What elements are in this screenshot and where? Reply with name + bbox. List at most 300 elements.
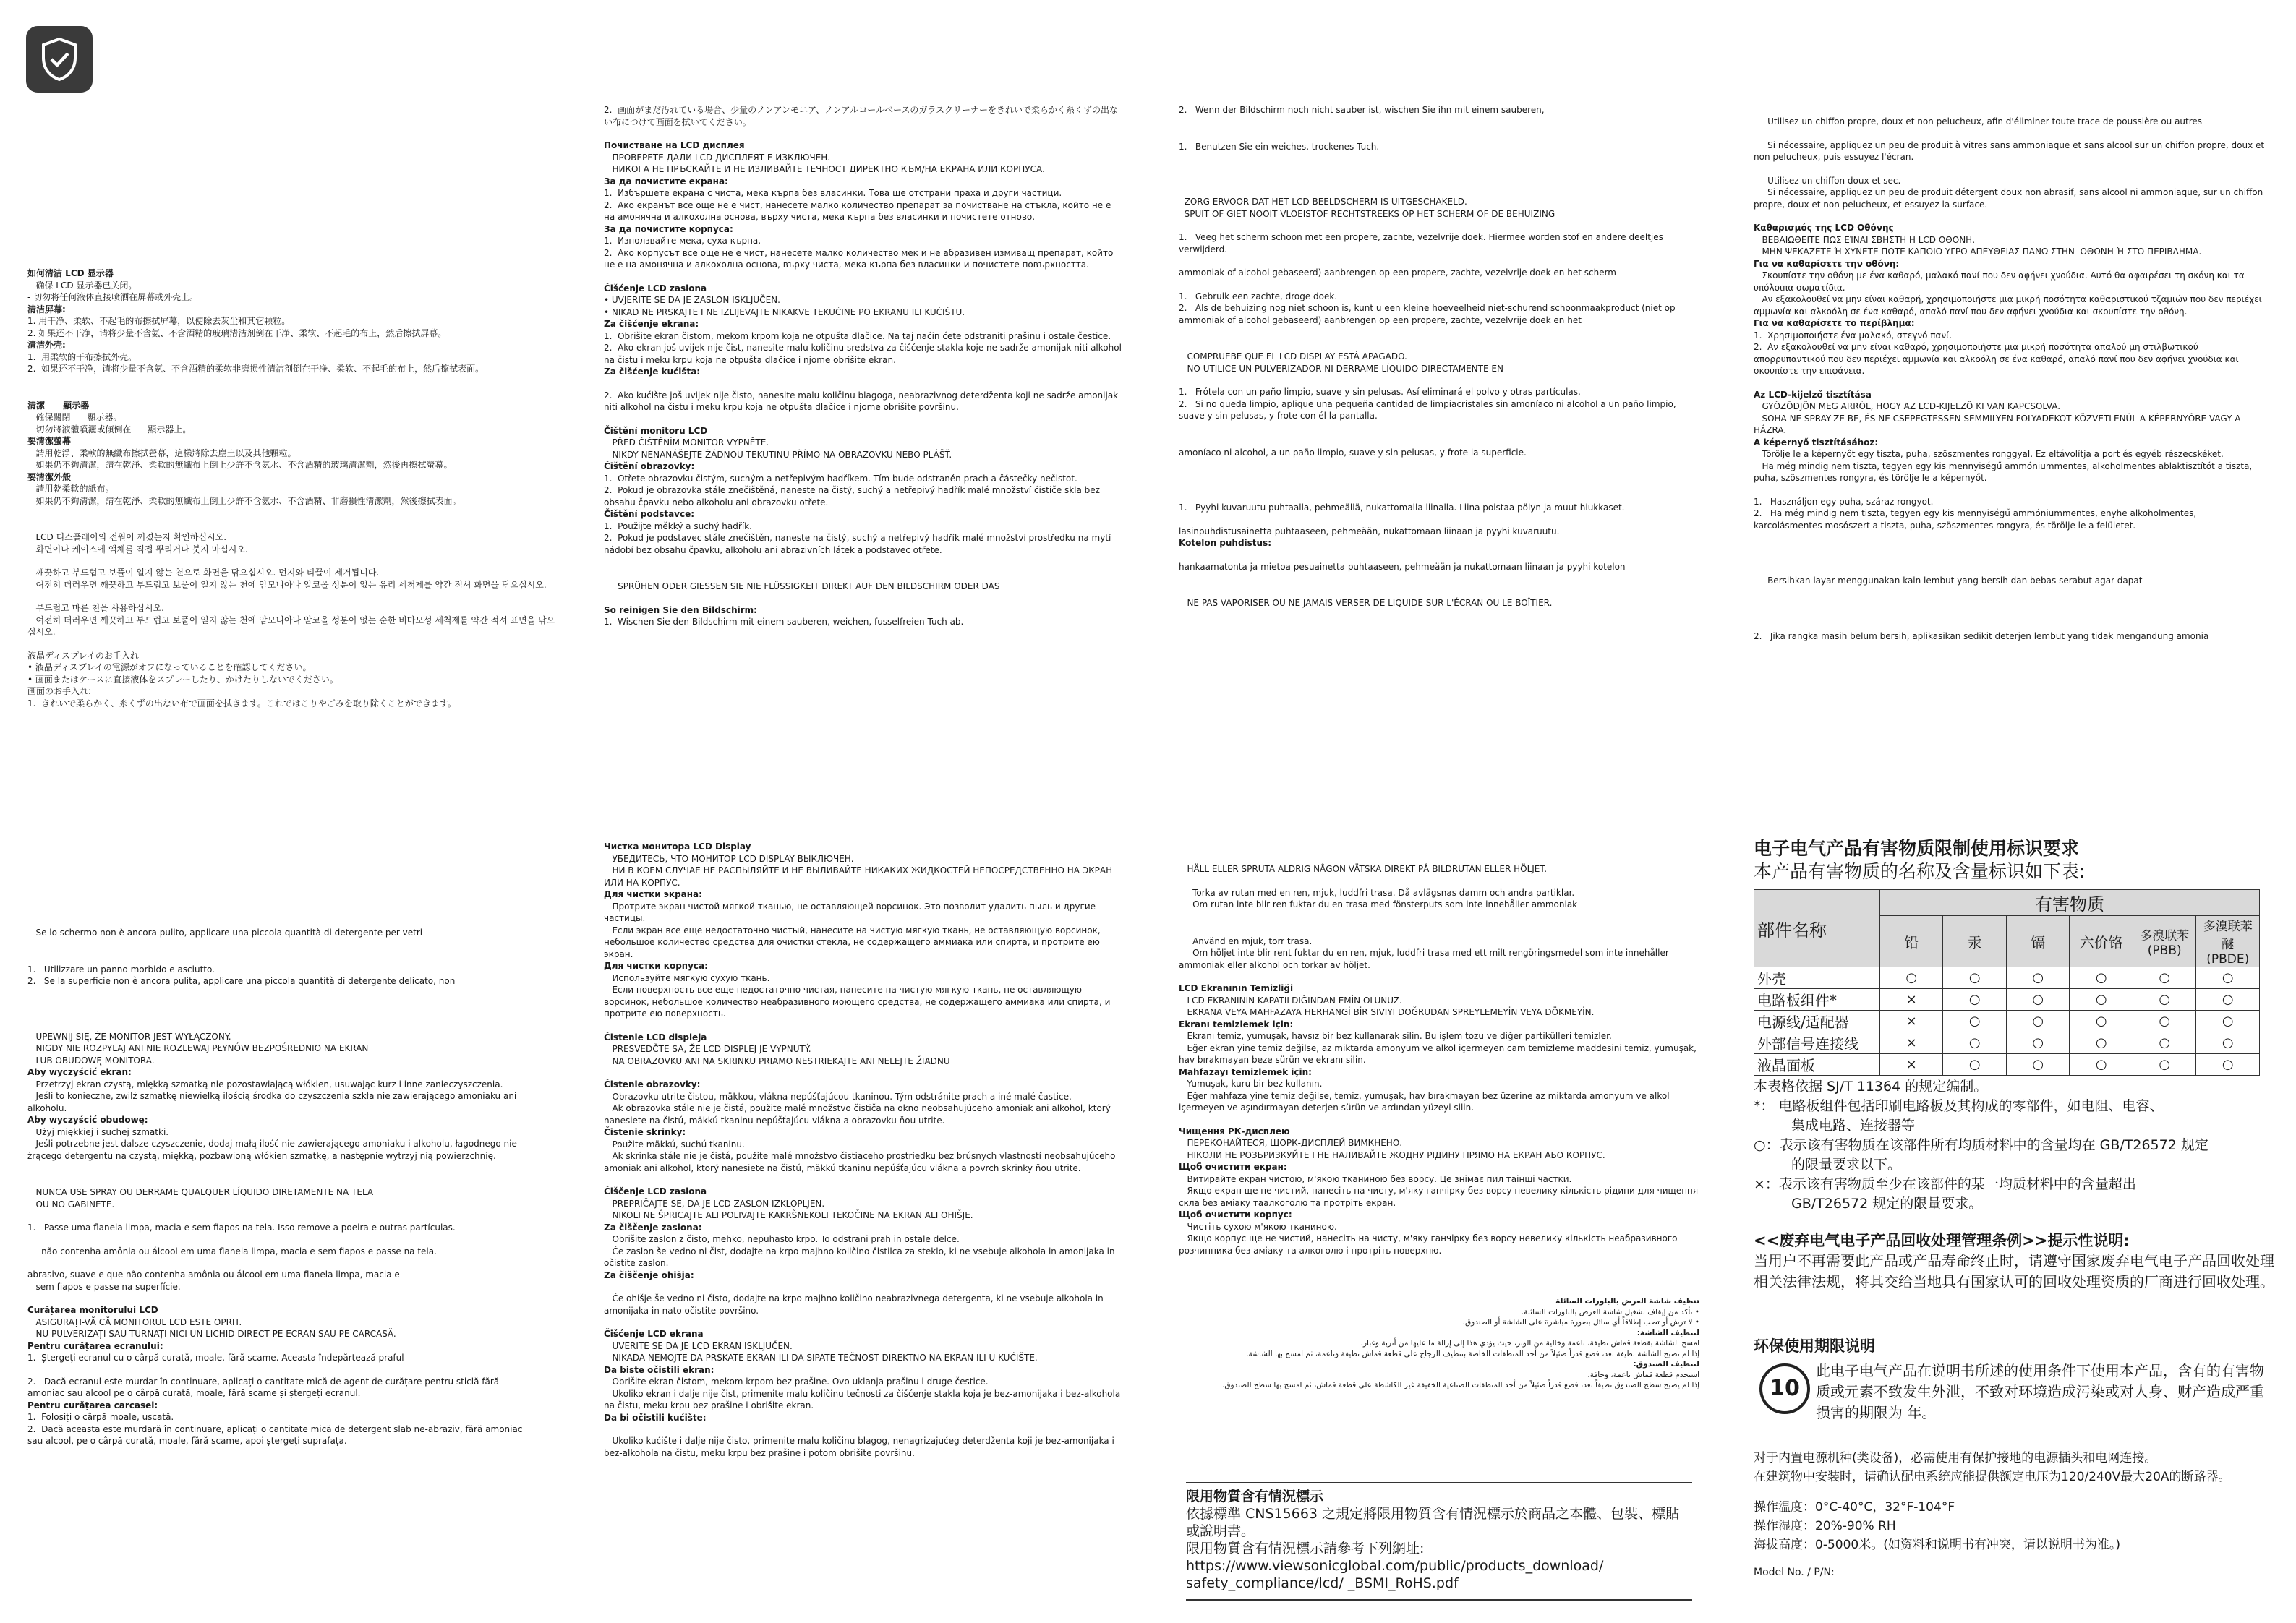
paragraph: hankaamatonta ja mietoa pesuainetta puhtaaseen, pehmeään ja nukattomaan liinaan ja pyyhi kotelon: [1179, 561, 1626, 572]
paragraph: 1. Ștergeți ecranul cu o cârpă curată, moale, fără scame. Aceasta îndepărtează praful: [27, 1353, 404, 1363]
paragraph: PREPRIČAJTE SE, DA JE LCD ZASLON IZKLOPLJEN.: [604, 1198, 825, 1209]
column-3-bottom: [1179, 863, 1699, 1256]
spacer: [604, 1020, 1124, 1032]
bsmi-url-2: safety_compliance/lcd/ _BSMI_RoHS.pdf: [1186, 1575, 1459, 1591]
paragraph: 2. Pokud je obrazovka stále znečištěná, naneste na čistý, suchý a netřepivý hadřík malé množství čističe skla bez obsahu čpavku nebo alkoholu ani obrazovku otřete.: [604, 485, 1103, 508]
substance-group-header: 有害物质: [1879, 890, 2259, 916]
paragraph: 液晶ディスプレイのお手入れ: [27, 650, 139, 661]
power-section: [1754, 1449, 2274, 1486]
paragraph: Om rutan inte blir ren fuktar du en trasa med fönsterputs som inte innehåller ammoniak: [1179, 899, 1578, 909]
paragraph: • 画面またはケースに直接液体をスプレーしたり、かけたりしないでください。: [27, 674, 338, 685]
paragraph: 1. Benutzen Sie ein weiches, trockenes Tuch.: [1179, 141, 1380, 152]
part-header: 部件名称: [1754, 890, 1880, 967]
substance-mark: ×: [1879, 989, 1943, 1011]
paragraph: Если экран все еще недостаточно чистый, нанесите на чистую мягкую ткань, не оставляющую ворсинок, небольшое количество средства для очистки стекла, не содержащего аммиака или спирта, и протрите ею экран.: [604, 925, 1104, 959]
spacer: [1179, 326, 1699, 351]
paragraph: ΒΕΒΑΙΩΘΕΙΤΕ ΠΩΣ ΕΊΝΑΙ ΣΒΗΣΤΗ Η LCD ΟΘΟΝΗ.: [1754, 234, 1976, 245]
section-heading: Za čišćenje ekrana:: [604, 319, 699, 329]
paragraph: Eğer ekran yine temiz değilse, az miktarda amonyum ve alkol içermeyen cam temizleme maddesini temiz, yumuşak, hav bırakmayan beze sürün ve ekranı silin.: [1179, 1042, 1699, 1065]
paragraph: sem fiapos e passe na superfície.: [27, 1281, 181, 1292]
substance-mark: ○: [2196, 989, 2260, 1011]
paragraph: PŘED ČIŠTĚNÍM MONITOR VYPNĚTE.: [604, 437, 769, 447]
hazard-subtitle: 本产品有害物质的名称及含量标识如下表:: [1754, 861, 2086, 882]
paragraph: Om höljet inte blir rent fuktar du en ren, mjuk, luddfri trasa med ett milt rengöringsmedel som inte innehåller ammoniak eller alkohol och torkar av höljet.: [1179, 948, 1672, 970]
paragraph: NIGDY NIE ROZPYLAJ ANI NIE ROZLEWAJ PŁYNÓW BEZPOŚREDNIO NA EKRAN: [27, 1043, 369, 1053]
note-asterisk-cont: 集成电路、连接器等: [1791, 1118, 1916, 1134]
substance-header: 镉: [2006, 916, 2070, 967]
section-heading: Da bi očistili kućište:: [604, 1412, 707, 1423]
paragraph: NU PULVERIZAȚI SAU TURNAȚI NICI UN LICHID DIRECT PE ECRAN SAU PE CARCASĂ.: [27, 1329, 396, 1339]
efup-10-badge-icon: 10: [1759, 1363, 1810, 1414]
section-heading: 要清潔外殼: [27, 471, 72, 482]
paragraph: 여전히 더러우면 깨끗하고 부드럽고 보풀이 일지 않는 천에 암모니아나 알코올 성분이 없는 유리 세척제를 약간 적셔 화면을 닦으십시오.: [27, 579, 547, 590]
table-row: [1754, 1011, 2260, 1032]
paragraph: 2. Dacă ecranul este murdar în continuare, aplicați o cantitate mică de agent de curățare pentru sticlă fără amoniac sau alcool pe o cârpă curată, moale, fără scame și ștergeți ecranul.: [27, 1376, 502, 1398]
efup-title: 环保使用期限说明: [1754, 1337, 1875, 1355]
paragraph: NUNCA USE SPRAY OU DERRAME QUALQUER LÍQUIDO DIRETAMENTE NA TELA: [27, 1187, 374, 1197]
bsmi-line-2: 或說明書。: [1186, 1523, 1255, 1539]
paragraph: 确保 LCD 显示器已关闭。: [27, 280, 137, 291]
paragraph: 1. Pyyhi kuvaruutu puhtaalla, pehmeällä, nukattomalla liinalla. Liina poistaa pölyn ja muut hiukkaset.: [1179, 502, 1625, 513]
table-row: [1754, 967, 2260, 989]
section-heading: Για να καθαρίσετε την οθόνη:: [1754, 258, 1900, 269]
bsmi-top-rule: [1186, 1482, 1692, 1483]
substance-mark: ○: [2133, 1032, 2196, 1054]
section-heading: Čišćenje LCD zaslona: [604, 283, 707, 294]
part-name: 外壳: [1754, 967, 1880, 989]
bsmi-line-3: 限用物質含有情況標示請參考下列網址:: [1186, 1541, 1425, 1556]
spacer: [604, 1423, 1124, 1435]
section-heading: Для чистки корпуса:: [604, 961, 708, 971]
env-temp: 操作温度：0°C-40°C，32°F-104°F: [1754, 1500, 1955, 1515]
substance-mark: ○: [1943, 967, 2007, 989]
paragraph: 2. Αν εξακολουθεί να μην είναι καθαρό, χρησιμοποιήστε μια μικρή ποσότητα απαλού μη στιλβωτικού απορρυπαντικού που δεν περιέχει αμμωνία και αλκοόλη σε ένα καθαρό, απαλό πανί που δεν αφήνει χνούδια και σκουπίστε την επιφάνεια.: [1754, 342, 2242, 376]
paragraph: Obrišite ekran čistom, mekom krpom bez prašine. Ovo uklanja prašinu i druge čestice.: [604, 1376, 989, 1387]
section-heading: За да почистите екрана:: [604, 176, 728, 187]
section-heading: Čistenie skrinky:: [604, 1127, 686, 1137]
paragraph: Se lo schermo non è ancora pulito, applicare una piccola quantità di detergente per vetri: [27, 928, 423, 938]
paragraph: amoníaco ni alcohol, a un paño limpio, suave y sin pelusas, y frote la superficie.: [1179, 447, 1527, 458]
spacer: [1179, 255, 1699, 267]
paragraph: 1. Gebruik een zachte, droge doek.: [1179, 291, 1338, 301]
paragraph: lasinpuhdistusainetta puhtaaseen, pehmeään, nukattomaan liinaan ja pyyhi kuvaruutu.: [1179, 526, 1560, 536]
paragraph: Če ohišje še vedno ni čisto, dodajte na krpo majhno količino neabrazivnega detergenta, ki ne vsebuje alkohola in amonijaka in nato očistite površino.: [604, 1293, 1106, 1316]
paragraph: 부드럽고 마른 천을 사용하십시오.: [27, 603, 165, 613]
spacer: [27, 1162, 534, 1186]
paragraph: 1. Használjon egy puha, száraz rongyot.: [1754, 496, 1934, 507]
env-section: [1754, 1498, 2274, 1554]
weee-section: [1754, 1230, 2274, 1293]
paragraph: Si nécessaire, appliquez un peu de produit détergent doux non abrasif, sans alcool ni ammoniaque, sur un chiffon propre, doux et non pelucheux, et essuyez la surface.: [1754, 187, 2266, 210]
part-name: 电源线/适配器: [1754, 1011, 1880, 1032]
paragraph: 1. Wischen Sie den Bildschirm mit einem sauberen, weichen, fusselfreien Tuch ab.: [604, 617, 964, 627]
part-name: 液晶面板: [1754, 1054, 1880, 1076]
substance-mark: ○: [2006, 1032, 2070, 1054]
paragraph: Используйте мягкую сухую ткань.: [604, 972, 770, 983]
paragraph: 2. 画面がまだ汚れている場合、少量のノンアンモニア、ノンアルコールベースのガラスクリーナーをきれいで柔らかく糸くずの出ない布につけて画面を拭いてください。: [604, 105, 1119, 127]
section-heading: Aby wyczyścić obudowę:: [27, 1115, 148, 1125]
column-1-bottom: [27, 927, 534, 1447]
paragraph: 2. Ha még mindig nem tiszta, tegyen egy kis mennyiségű ammóniummentes, enyhe alkoholmentes, karcolásmentes mosószert a tiszta, puha, szöszmentes rongyra, és törölje le a felületet.: [1754, 508, 2199, 531]
paragraph: 1. Veeg het scherm schoon met een propere, zachte, vezelvrije doek. Hiermee worden stof en andere deeltjes verwijderd.: [1179, 232, 1666, 254]
paragraph: Przetrzyj ekran czystą, miękką szmatką nie pozostawiającą włókien, usuwając kurz i inne zanieczyszczenia.: [27, 1079, 503, 1089]
section-heading: Щоб очистити екран:: [1179, 1162, 1287, 1172]
paragraph: 깨끗하고 부드럽고 보풀이 일지 않는 천으로 화면을 닦으십시오. 먼지와 티끌이 제거됩니다.: [27, 568, 380, 578]
paragraph: 2. Ako ekran još uvijek nije čist, nanesite malu količinu sredstva za čišćenje stakla koje ne sadrže amonijak niti alkohol na čistu i meku krpu koja ne otpušta dlačice i njome obrišite ekran.: [604, 343, 1124, 365]
spacer: [1179, 220, 1699, 231]
section-heading: Čištění podstavce:: [604, 509, 695, 519]
table-row: [1754, 1032, 2260, 1054]
paragraph: 2. Wenn der Bildschirm noch nicht sauber ist, wischen Sie ihn mit einem sauberen,: [1179, 105, 1545, 115]
spacer: [1179, 153, 1699, 196]
spacer: [1754, 163, 2267, 175]
substance-header: 铅: [1879, 916, 1943, 967]
paragraph: Якщо екран ще не чистий, нанесіть на чисту, м'яку ганчірку без ворсу невелику кількість рідини для чищення скла без аміаку таалкоголю та протріть екран.: [1179, 1186, 1701, 1208]
spacer: [1754, 377, 2267, 389]
spacer: [27, 1364, 534, 1376]
paragraph: ΜΗΝ ΨΕΚΑΖΕΤΕ Ή ΧΥΝΕΤΕ ΠΟΤΕ ΚΑΠΟΙΟ ΥΓΡΟ ΑΠΕΥΘΕΙΑΣ ΠΑΝΩ ΣΤΗΝ ΟΘΟΝΗ Ή ΣΤΟ ΠΕΡΙΒΛΗΜΑ.: [1754, 247, 2202, 257]
note-asterisk: *： 电路板组件包括印刷电路板及其构成的零部件，如电阻、电容、: [1754, 1098, 2164, 1114]
paragraph: 2. Jika rangka masih belum bersih, aplikasikan sedikit deterjen lembut yang tidak mengandung amonia: [1754, 630, 2209, 641]
substance-mark: ×: [1879, 1011, 1943, 1032]
paragraph: 請用乾淨、柔軟的無纖布擦拭螢幕，這樣將除去塵土以及其他顆粒。: [27, 447, 296, 458]
bsmi-bottom-rule: [1186, 1599, 1692, 1601]
section-heading: Az LCD-kijelző tisztítása: [1754, 389, 1872, 400]
section-heading: تنظيف شاشة العرض بالبلورات السائلة: [1555, 1297, 1699, 1306]
paragraph: Если поверхность все еще недостаточно чистая, нанесите на чистую мягкую ткань, не оставляющую ворсинок, небольшое количество неабразивного моющего средства, не содержащего аммиака или спирта, и протрите ею поверхность.: [604, 985, 1114, 1019]
paragraph: Obrišite zaslon z čisto, mehko, nepuhasto krpo. To odstrani prah in ostale delce.: [604, 1234, 960, 1244]
paragraph: Витирайте екран чистою, м'якою тканиною без ворсу. Це знімає пил таінші частки.: [1179, 1173, 1572, 1184]
spacer: [604, 1281, 1124, 1293]
paragraph: ammoniak of alcohol gebaseerd) aanbrengen op een propere, zachte, vezelvrije doek en het scherm: [1179, 267, 1616, 278]
paragraph: PRESVEDČTE SA, ŽE LCD DISPLEJ JE VYPNUTÝ.: [604, 1044, 811, 1054]
paragraph: Obrazovku utrite čistou, mäkkou, vlákna nepúšťajúcou tkaninou. Tým odstránite prach a iné malé častice.: [604, 1091, 1072, 1102]
substance-mark: ○: [2196, 1054, 2260, 1076]
section-heading: Pentru curățarea ecranului:: [27, 1340, 163, 1351]
substance-mark: ○: [1879, 967, 1943, 989]
bsmi-section: [1186, 1488, 1707, 1592]
paragraph: Jeśli to konieczne, zwilż szmatkę niewielką ilością środka do czyszczenia szkła nie zawierającego amoniaku ani alkoholu.: [27, 1091, 520, 1113]
section-heading: За да почистите корпуса:: [604, 223, 733, 234]
paragraph: 2. 如果还不干净，请将少量不含氨、不含酒精的玻璃清洁剂倒在干净、柔软、不起毛的布上，然后擦拭屏幕。: [27, 327, 447, 338]
paragraph: 2. Se la superficie non è ancora pulita, applicare una piccola quantità di detergente delicato, non: [27, 976, 456, 986]
spacer: [1179, 374, 1699, 386]
substance-mark: ○: [2133, 967, 2196, 989]
paragraph: Törölje le a képernyőt egy tiszta, puha, szöszmentes ronggyal. Ez eltávolítja a port és egyéb részecskéket.: [1754, 449, 2224, 459]
paragraph: ПРОВЕРЕТЕ ДАЛИ LCD ДИСПЛЕЯТ Е ИЗКЛЮЧЕН.: [604, 152, 831, 163]
paragraph: COMPRUEBE QUE EL LCD DISPLAY ESTÁ APAGADO.: [1179, 351, 1407, 361]
section-heading: Kotelon puhdistus:: [1179, 538, 1272, 548]
paragraph: 如果仍不夠清潔，請在乾淨、柔軟的無纖布上倒上少許不含氨水、不含酒精的玻璃清潔劑，然後再擦拭螢幕。: [27, 460, 453, 470]
paragraph: НИКОГА НЕ ПРЪСКАЙТЕ И НЕ ИЗЛИВАЙТЕ ТЕЧНОСТ ДИРЕКТНО КЪМ/НА ЕКРАНА ИЛИ КОРПУСА.: [604, 164, 1045, 174]
paragraph: Ak obrazovka stále nie je čistá, použite malé množstvo čističa na okno neobsahujúceho amoniak ani alkohol, ktorý nanesiete na čistú, mäkkú tkaninu nepúšťajúcu vlákna a obrazovku ňou utrite.: [604, 1103, 1114, 1126]
section-heading: لتنظيف الشاشة:: [1636, 1328, 1699, 1337]
section-heading: Čistenie obrazovky:: [604, 1079, 701, 1089]
paragraph: Jeśli potrzebne jest dalsze czyszczenie, dodaj małą ilość nie zawierającego amoniaku i alkoholu, łagodnego nie żrącego detergentu na czystą, miękką, pozbawioną włókien szmatkę, a następnie wytrzyj nią powierzchnię.: [27, 1139, 520, 1161]
section-heading: Čištění monitoru LCD: [604, 425, 708, 436]
paragraph: 2. 如果还不干净，请将少量不含氨、不含酒精的柔软非磨损性清洁剂倒在干净、柔软、不起毛的布上，然后擦拭表面。: [27, 364, 485, 374]
table-row: [1754, 1054, 2260, 1076]
table-row: [1754, 989, 2260, 1011]
section-heading: لتنظيف الصندوق:: [1633, 1360, 1699, 1369]
spacer: [604, 128, 1124, 140]
paragraph: LCD 디스플레이의 전원이 꺼졌는지 확인하십시오.: [27, 532, 227, 542]
spacer: [604, 1174, 1124, 1186]
spacer: [604, 1316, 1124, 1328]
paragraph: NIKADA NEMOJTE DA PRSKATE EKRAN ILI DA SIPATE TEČNOST DIREKTNO NA EKRAN ILI U KUĆIŠTE.: [604, 1353, 1038, 1363]
part-name: 电路板组件*: [1754, 989, 1880, 1011]
spacer: [604, 1067, 1124, 1079]
paragraph: امسح الشاشة بقطعة قماش نظيفة، ناعمة وخالية من الوبر، حيث يؤدي هذا إلى إزالة ما عليها من أتربة وغبار.: [1360, 1339, 1699, 1348]
spacer: [1179, 279, 1699, 291]
spacer: [604, 414, 1124, 425]
paragraph: Чистіть сухою м'якою тканиною.: [1179, 1221, 1337, 1232]
paragraph: Bersihkan layar menggunakan kain lembut yang bersih dan bebas serabut agar dapat: [1754, 575, 2143, 586]
spacer: [1754, 587, 2267, 630]
section-heading: Για να καθαρίσετε το περίβλημα:: [1754, 318, 1915, 328]
paragraph: Σκουπίστε την οθόνη με ένα καθαρό, μαλακό πανί που δεν αφήνει χνούδια. Αυτό θα αφαιρέσει τη σκόνη και τα υπόλοιπα σωματίδια.: [1754, 270, 2248, 293]
paragraph: Če zaslon še vedno ni čist, dodajte na krpo majhno količino čistilca za steklo, ki ne vsebuje alkohola in amonijaka in očistite zaslon.: [604, 1246, 1118, 1268]
paragraph: Ak skrinka stále nie je čistá, použite malé množstvo čistiaceho prostriedku bez brúsnych vlastností neobsahujúceho amoniak ani alkohol, ktorý nanesiete na čistú, mäkkú tkaninu nepúšťajúcu vlákna a povrch skrinky ňou utrite.: [604, 1151, 1119, 1173]
substance-header: 多溴联苯醚 (PBDE): [2196, 916, 2260, 967]
paragraph: 2. Si no queda limpio, aplique una pequeña cantidad de limpiacristales sin amoníaco ni alcohol a un paño limpio, suave y sin pelusas, y frote con él la pantalla.: [1179, 398, 1679, 421]
paragraph: GYŐZŐDJÖN MEG ARRÓL, HOGY AZ LCD-KIJELZŐ KI VAN KAPCSOLVA.: [1754, 401, 2061, 411]
paragraph: 여전히 더러우면 깨끗하고 부드럽고 보풀이 일지 않는 천에 암모니아나 알코올 성분이 없는 순한 비마모성 세척제를 약간 적셔 표면을 닦으십시오.: [27, 614, 555, 637]
paragraph: НИ В КОЕМ СЛУЧАЕ НЕ РАСПЫЛЯЙТЕ И НЕ ВЫЛИВАЙТЕ НИКАКИХ ЖИДКОСТЕЙ НЕПОСРЕДСТВЕННО НА ЭКРАН ИЛИ НА КОРПУС.: [604, 865, 1115, 888]
spacer: [1179, 116, 1699, 141]
column-2-bottom: [604, 841, 1124, 1459]
spacer: [604, 378, 1124, 390]
spacer: [604, 556, 1124, 581]
section-heading: Чистка монитора LCD Display: [604, 842, 751, 852]
paragraph: NA OBRAZOVKU ANI NA SKRINKU PRIAMO NESTRIEKAJTE ANI NELEJTE ŽIADNU: [604, 1055, 950, 1066]
substance-mark: ○: [2070, 967, 2133, 989]
substance-mark: ○: [2006, 989, 2070, 1011]
paragraph: • NIKAD NE PRSKAJTE I NE IZLIJEVAJTE NIKAKVE TEKUĆINE PO EKRANU ILI KUĆIŠTU.: [604, 307, 965, 317]
paragraph: 1. 用干净、柔软、不起毛的布擦拭屏幕，以便除去灰尘和其它颗粒。: [27, 316, 291, 326]
paragraph: NIKOLI NE ŠPRICAJTE ALI POLIVAJTE KAKRŠNEKOLI TEKOČINE NA EKRAN ALI OHIŠJE.: [604, 1210, 973, 1220]
substance-mark: ○: [2133, 1011, 2196, 1032]
paragraph: UPEWNIJ SIĘ, ŻE MONITOR JEST WYŁĄCZONY.: [27, 1031, 231, 1042]
paragraph: UVERITE SE DA JE LCD EKRAN ISKLJUČEN.: [604, 1340, 793, 1351]
substance-mark: ○: [2133, 989, 2196, 1011]
note-circle: ○：表示该有害物质在该部件所有均质材料中的含量均在 GB/T26572 规定: [1754, 1137, 2208, 1153]
paragraph: abrasivo, suave e que não contenha amônia ou álcool em uma flanela limpa, macia e: [27, 1269, 400, 1280]
spacer: [1754, 128, 2267, 140]
spacer: [1754, 531, 2267, 575]
spacer: [604, 593, 1124, 604]
spacer: [27, 638, 555, 650]
bsmi-url-1: https://www.viewsonicglobal.com/public/products_download/: [1186, 1558, 1604, 1574]
substance-mark: ○: [1943, 989, 2007, 1011]
spacer: [27, 1210, 534, 1222]
paragraph: Utilisez un chiffon propre, doux et non pelucheux, afin d'éliminer toute trace de poussière ou autres: [1754, 116, 2203, 127]
spacer: [27, 591, 555, 602]
paragraph: 화면이나 케이스에 액체를 직접 뿌리거나 붓지 마십시오.: [27, 544, 248, 554]
paragraph: إذا لم يصبح سطح الصندوق نظيفاً بعد، فضع قدراً ضئيلاً من أحد المنظفات الصناعية الخفيفة غير الكاشطة على قطعة قماش، ثم امسح بها سطح الصندوق.: [1222, 1381, 1699, 1389]
paragraph: Ukoliko kućište i dalje nije čisto, primenite malu količinu blagog, nenagrizajućeg deterdženta koji je bez-amonijaka i bez-alkohola na čistu, meku krpu bez prašine i potom obrišite površinu.: [604, 1436, 1117, 1458]
section-heading: Za čišćenje kućišta:: [604, 367, 701, 377]
note-circle-cont: 的限量要求以下。: [1791, 1157, 1902, 1173]
section-heading: 清洁外壳:: [27, 340, 66, 350]
section-heading: Curățarea monitorului LCD: [27, 1305, 158, 1315]
env-humidity: 操作湿度：20%-90% RH: [1754, 1519, 1896, 1533]
paragraph: 1. Obrišite ekran čistom, mekom krpom koja ne otpušta dlačice. Na taj način ćete odstraniti prašinu i ostale čestice.: [604, 330, 1111, 341]
section-heading: 要清潔螢幕: [27, 436, 72, 446]
paragraph: EKRANA VEYA MAHFAZAYA HERHANGİ BİR SIVIYI DOĞRUDAN SPREYLEMEYİN VEYA DÖKMEYİN.: [1179, 1007, 1595, 1017]
spacer: [27, 375, 555, 400]
note-standard: 本表格依据 SJ/T 11364 的规定编制。: [1754, 1079, 1988, 1095]
paragraph: 1. Frótela con un paño limpio, suave y sin pelusas. Así eliminará el polvo y otras partículas.: [1179, 387, 1581, 397]
paragraph: 請用乾柔軟的紙布。: [27, 484, 114, 494]
paragraph: 2. Pokud je podstavec stále znečištěn, naneste na čistý, suchý a netřepivý hadřík malé množství prostředku na mytí nádobí bez obsahu čpavku, alkoholu ani abrazivních látek a podstavec otřete.: [604, 533, 1114, 555]
paragraph: Använd en mjuk, torr trasa.: [1179, 935, 1313, 946]
paragraph: 2. Als de behuizing nog niet schoon is, kunt u een kleine hoeveelheid niet-schurend schoonmaakproduct (niet op ammoniak of alcohol gebaseerd) aanbrengen op een propere, zachte, vezelvrije doek en het: [1179, 303, 1678, 325]
paragraph: 1. きれいで柔らかく、糸くずの出ない布で画面を拭きます。これではこりやごみを取り除くことができます。: [27, 698, 456, 708]
substance-mark: ○: [2070, 1054, 2133, 1076]
paragraph: Ukoliko ekran i dalje nije čist, primenite malu količinu tečnosti za čišćenje stakla koja je bez-amonijaka i bez-alkohola na čistu, meku krpu bez prašine i obrišite ekran.: [604, 1388, 1124, 1410]
paragraph: • UVJERITE SE DA JE ZASLON ISKLJUČEN.: [604, 295, 780, 305]
paragraph: 1. Utilizzare un panno morbido e asciutto.: [27, 964, 215, 975]
section-heading: Почистване на LCD дисплея: [604, 140, 745, 150]
part-name: 外部信号连接线: [1754, 1032, 1880, 1054]
paragraph: 画面のお手入れ:: [27, 686, 92, 696]
paragraph: 1. Използвайте мека, суха кърпа.: [604, 236, 761, 246]
paragraph: 確保關閉 顯示器。: [27, 412, 122, 422]
power-line-1: 对于内置电源机种(类设备)，必需使用有保护接地的电源插头和电网连接。: [1754, 1451, 2157, 1465]
section-heading: Чищення РК-дисплею: [1179, 1126, 1290, 1136]
substance-mark: ○: [2006, 1054, 2070, 1076]
substance-mark: ○: [2196, 1011, 2260, 1032]
paragraph: 1. Použijte měkký a suchý hadřík.: [604, 521, 752, 531]
power-line-2: 在建筑物中安装时，请确认配电系统应能提供额定电压为120/240V最大20A的断路器。: [1754, 1470, 2231, 1484]
substance-mark: ○: [2006, 1011, 2070, 1032]
paragraph: ZORG ERVOOR DAT HET LCD-BEELDSCHERM IS UITGESCHAKELD.: [1179, 197, 1467, 207]
substance-mark: ○: [2070, 1032, 2133, 1054]
paragraph: SOHA NE SPRAY-ZE BE, ÉS NE CSEPEGTESSEN SEMMILYEN FOLYADÉKOT KÖZVETLENÜL A KÉPERNYŐRE VAGY A HÁZRA.: [1754, 413, 2244, 435]
hazard-table: [1754, 889, 2260, 1076]
paragraph: 2. Ако корпусът все още не е чист, нанесете малко количество мек и не абразивен измиващ препарат, който не е на амонячна и алкохолна основа, върху чиста, мека кърпа без власинки и почистете повърхността.: [604, 247, 1117, 270]
section-heading: So reinigen Sie den Bildschirm:: [604, 604, 757, 615]
paragraph: 1. Χρησιμοποιήστε ένα μαλακό, στεγνό πανί.: [1754, 330, 1953, 341]
section-heading: Čistenie LCD displeja: [604, 1032, 707, 1042]
spacer: [1179, 458, 1699, 502]
paragraph: • تأكد من إيقاف تشغيل شاشة العرض بالبلورات السائلة.: [1521, 1307, 1699, 1316]
spacer: [1179, 911, 1699, 935]
spacer: [1179, 422, 1699, 447]
column-2-top: [604, 104, 1124, 628]
substance-mark: ×: [1879, 1054, 1943, 1076]
paragraph: • لا ترش أو تصب إطلاقاً أي سائل بصورة مباشرة على الشاشة أو الصندوق.: [1462, 1318, 1699, 1327]
section-heading: Čišćenje LCD ekrana: [604, 1329, 704, 1339]
paragraph: 1. Folosiți o cârpă moale, uscată.: [27, 1412, 174, 1422]
section-heading: Ekranı temizlemek için:: [1179, 1019, 1294, 1029]
substance-mark: ○: [2006, 967, 2070, 989]
substance-header: 汞: [1943, 916, 2007, 967]
spacer: [1179, 549, 1699, 561]
paragraph: NO UTILICE UN PULVERIZADOR NI DERRAME LÍQUIDO DIRECTAMENTE EN: [1179, 363, 1503, 374]
paragraph: Ekranı temiz, yumuşak, havsız bir bez kullanarak silin. Bu işlem tozu ve diğer partikülleri temizler.: [1179, 1031, 1612, 1041]
section-heading: Za čiščenje zaslona:: [604, 1222, 702, 1233]
section-heading: Da biste očistili ekran:: [604, 1364, 714, 1375]
note-cross: ×：表示该有害物质至少在该部件的某一均质材料中的含量超出: [1754, 1176, 2136, 1192]
paragraph: - 切勿将任何液体直接喷洒在屏幕或外壳上。: [27, 292, 199, 302]
spacer: [27, 939, 534, 964]
section-heading: Čiščenje LCD zaslona: [604, 1186, 707, 1196]
hazard-section: [1754, 837, 2274, 1214]
column-4-top: [1754, 116, 2267, 642]
section-heading: 如何清洁 LCD 显示器: [27, 268, 114, 278]
spacer: [1179, 875, 1699, 887]
paragraph: Utilisez un chiffon doux et sec.: [1754, 175, 1901, 186]
substance-mark: ○: [1943, 1011, 2007, 1032]
section-heading: Čištění obrazovky:: [604, 461, 695, 471]
section-heading: A képernyő tisztításához:: [1754, 437, 1879, 447]
paragraph: LCD EKRANININ KAPATILDIĞINDAN EMİN OLUNUZ.: [1179, 995, 1402, 1006]
column-1-top: [27, 267, 555, 709]
bsmi-line-1: 依據標準 CNS15663 之規定將限用物質含有情況標示於商品之本體、包裝、標貼: [1186, 1506, 1680, 1522]
section-heading: Καθαρισμός της LCD Οθόνης: [1754, 223, 1894, 233]
bsmi-title: 限用物質含有情況標示: [1186, 1489, 1324, 1504]
substance-mark: ○: [2133, 1054, 2196, 1076]
paragraph: 1. Passe uma flanela limpa, macia e sem fiapos na tela. Isso remove a poeira e outras partículas.: [27, 1222, 456, 1233]
section-heading: Pentru curățarea carcasei:: [27, 1400, 158, 1410]
section-heading: 清洁屏幕:: [27, 304, 66, 314]
substance-mark: ×: [1879, 1032, 1943, 1054]
section-heading: Aby wyczyścić ekran:: [27, 1067, 132, 1077]
paragraph: SPRÜHEN ODER GIESSEN SIE NIE FLÜSSIGKEIT DIREKT AUF DEN BILDSCHIRM ODER DAS: [604, 581, 1000, 591]
env-altitude: 海拔高度：0-5000米。(如资料和说明书有冲突，请以说明书为准。): [1754, 1538, 2120, 1552]
section-heading: Для чистки экрана:: [604, 889, 702, 899]
substance-mark: ○: [2070, 1011, 2133, 1032]
paragraph: 2. Ako kućište još uvijek nije čisto, nanesite malu količinu blagoga, neabrazivnog deterdženta koji ne sadrže amonijak niti alkohol na čistu i meku krpu koja ne otpušta dlačice i njome obrišite površinu.: [604, 390, 1121, 412]
weee-body: 当用户不再需要此产品或产品寿命终止时，请遵守国家废弃电气电子产品回收处理相关法律法规，将其交给当地具有国家认可的回收处理资质的厂商进行回收处理。: [1754, 1252, 2274, 1290]
paragraph: استخدم قطعة قماش ناعمة، وجافة.: [1587, 1370, 1699, 1379]
paragraph: 1. Otřete obrazovku čistým, suchým a netřepivým hadříkem. Tím bude odstraněn prach a částečky nečistot.: [604, 473, 1077, 484]
paragraph: 1. Избършете екрана с чиста, мека кърпа без власинки. Това ще отстрани праха и други частици.: [604, 188, 1062, 198]
section-heading: LCD Ekranının Temizliği: [1179, 983, 1294, 993]
shield-logo: [26, 26, 93, 93]
model-number: Model No. / P/N:: [1754, 1567, 1835, 1578]
paragraph: УБЕДИТЕСЬ, ЧТО МОНИТОР LCD DISPLAY ВЫКЛЮЧЕН.: [604, 853, 854, 864]
paragraph: LUB OBUDOWĘ MONITORA.: [27, 1055, 155, 1066]
paragraph: Použite mäkkú, suchú tkaninu.: [604, 1139, 745, 1149]
note-cross-cont: GB/T26572 规定的限量要求。: [1791, 1196, 1983, 1212]
paragraph: 切勿將液體噴灑或傾倒在 顯示器上。: [27, 424, 192, 434]
paragraph: 1. 用柔软的干布擦拭外壳。: [27, 351, 137, 362]
spacer: [27, 1257, 534, 1269]
weee-title: <<废弃电气电子产品回收处理管理条例>>提示性说明:: [1754, 1232, 2130, 1249]
section-heading: Za čiščenje ohišja:: [604, 1269, 694, 1280]
spacer: [1179, 573, 1699, 597]
spacer: [1754, 210, 2267, 222]
paragraph: OU NO GABINETE.: [27, 1199, 115, 1209]
paragraph: SPUIT OF GIET NOOIT VLOEISTOF RECHTSTREEKS OP HET SCHERM OF DE BEHUIZING: [1179, 208, 1555, 219]
spacer: [27, 555, 555, 567]
column-3-top: [1179, 104, 1699, 609]
paragraph: não contenha amônia ou álcool em uma flanela limpa, macia e sem fiapos e passe na tela.: [27, 1246, 437, 1256]
paragraph: Αν εξακολουθεί να μην είναι καθαρή, χρησιμοποιήστε μια μικρή ποσότητα καθαριστικού τζαμιών που δεν περιέχει αμμωνία και αλκοόλη σε ένα καθαρό, απαλό πανί που δεν αφήνει χνούδια και σκουπίστε την οθόνη.: [1754, 294, 2265, 317]
paragraph: Якщо корпус ще не чистий, нанесіть на чисту, м'яку ганчірку без ворсу невелику кількість неабразивного розчинника без аміаку та алкоголю і протріть поверхню.: [1179, 1233, 1681, 1256]
spacer: [27, 1234, 534, 1246]
paragraph: • 液晶ディスプレイの電源がオフになっていることを確認してください。: [27, 662, 312, 672]
paragraph: НІКОЛИ НЕ РОЗБРИЗКУЙТЕ І НЕ НАЛИВАЙТЕ ЖОДНУ РІДИНУ ПРЯМО НА ЕКРАН АБО КОРПУС.: [1179, 1149, 1605, 1160]
spacer: [27, 988, 534, 1031]
efup-section: [1754, 1336, 2274, 1423]
paragraph: Użyj miękkiej i suchej szmatki.: [27, 1126, 169, 1137]
section-heading: Щоб очистити корпус:: [1179, 1209, 1292, 1220]
substance-header: 六价铬: [2070, 916, 2133, 967]
